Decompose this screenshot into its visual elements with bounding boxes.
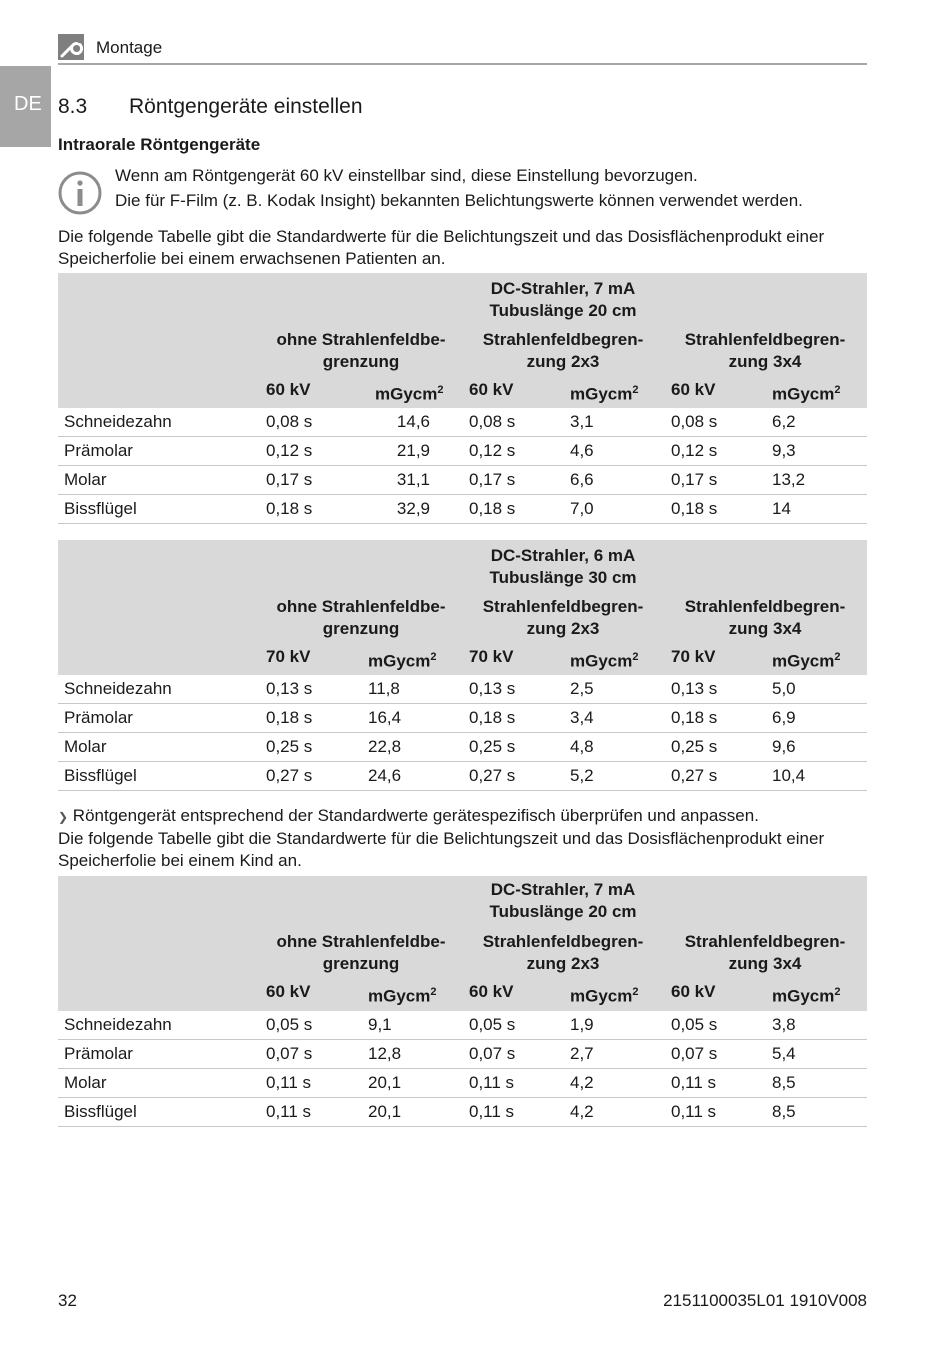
kv-header: 70 kV xyxy=(469,647,514,666)
page-header xyxy=(58,33,867,65)
table-row: Bissflügel 0,27 s 24,6 0,27 s 5,2 0,27 s 10,4 xyxy=(58,762,867,791)
column-group-header: Strahlenfeldbegren- zung 3x4 xyxy=(684,330,846,371)
intro-paragraph-child xyxy=(58,828,868,872)
column-group-header: Strahlenfeldbegren- zung 2x3 xyxy=(482,932,644,973)
instruction-step xyxy=(58,806,759,826)
table-row: Molar 0,17 s 31,1 0,17 s 6,6 0,17 s 13,2 xyxy=(58,466,867,495)
table-title: DC-Strahler, 6 mA Tubuslänge 30 cm xyxy=(489,546,637,587)
kv-header: 60 kV xyxy=(469,982,514,1001)
table-title: DC-Strahler, 7 mA Tubuslänge 20 cm xyxy=(489,279,637,320)
section-number: 8.3 xyxy=(58,95,88,118)
instruction-text: Röntgengerät entsprechend der Standardwerte gerätespezifisch überprüfen und anpassen. xyxy=(72,806,759,825)
kv-header: 60 kV xyxy=(671,982,716,1001)
wrench-icon xyxy=(58,34,84,60)
dose-header: mGycm$^2$ xyxy=(368,986,437,1006)
kv-header: 60 kV xyxy=(266,380,311,399)
dose-header: mGycm$^2$ xyxy=(772,651,841,671)
table-row: Prämolar 0,12 s 21,9 0,12 s 4,6 0,12 s 9,3 xyxy=(58,437,867,466)
dose-header: mGycm$^2$ xyxy=(772,384,841,404)
header-label: Montage xyxy=(96,38,163,57)
table-header xyxy=(58,273,867,408)
paragraph-line: Speicherfolie bei einem erwachsenen Patienten an. xyxy=(58,249,446,268)
subsection-title: Intraorale Röntgengeräte xyxy=(58,135,261,154)
paragraph-line: Die folgende Tabelle gibt die Standardwerte für die Belichtungszeit und das Dosisflächenprodukt einer xyxy=(58,227,825,246)
paragraph-line: Die folgende Tabelle gibt die Standardwerte für die Belichtungszeit und das Dosisflächenprodukt einer xyxy=(58,829,825,848)
kv-header: 60 kV xyxy=(671,380,716,399)
exposure-table-child-60kv xyxy=(58,876,867,1127)
column-group-header: Strahlenfeldbegren- zung 3x4 xyxy=(684,932,846,973)
dose-header: mGycm$^2$ xyxy=(368,651,437,671)
table-header xyxy=(58,876,867,1011)
language-tab xyxy=(0,66,51,147)
dose-header: mGycm$^2$ xyxy=(772,986,841,1006)
kv-header: 60 kV xyxy=(469,380,514,399)
column-group-header: Strahlenfeldbegren- zung 2x3 xyxy=(482,597,644,638)
column-group-header: Strahlenfeldbegren- zung 2x3 xyxy=(482,330,644,371)
table-row: Prämolar 0,07 s 12,8 0,07 s 2,7 0,07 s 5,4 xyxy=(58,1040,867,1069)
column-group-header: ohne Strahlenfeldbe- grenzung xyxy=(276,932,446,973)
dose-header: mGycm$^2$ xyxy=(570,384,639,404)
table-row: Bissflügel 0,18 s 32,9 0,18 s 7,0 0,18 s 14 xyxy=(58,495,867,524)
table-row: Bissflügel 0,11 s 20,1 0,11 s 4,2 0,11 s 8,5 xyxy=(58,1098,867,1127)
table-row: Schneidezahn 0,08 s 14,6 0,08 s 3,1 0,08 s 6,2 xyxy=(58,408,867,437)
column-group-header: ohne Strahlenfeldbe- grenzung xyxy=(276,330,446,371)
page-number: 32 xyxy=(58,1291,77,1310)
table-row: Schneidezahn 0,05 s 9,1 0,05 s 1,9 0,05 s 3,8 xyxy=(58,1011,867,1040)
document-code: 2151100035L01 1910V008 xyxy=(663,1291,867,1310)
language-label: DE xyxy=(14,93,42,115)
kv-header: 70 kV xyxy=(266,647,311,666)
table-title: DC-Strahler, 7 mA Tubuslänge 20 cm xyxy=(489,880,637,921)
table-row: Molar 0,11 s 20,1 0,11 s 4,2 0,11 s 8,5 xyxy=(58,1069,867,1098)
note-line-1: Wenn am Röntgengerät 60 kV einstellbar sind, diese Einstellung bevorzugen. xyxy=(115,166,698,185)
kv-header: 60 kV xyxy=(266,982,311,1001)
section-title: Röntgengeräte einstellen xyxy=(129,95,363,118)
table-header xyxy=(58,540,867,675)
exposure-table-adult-60kv xyxy=(58,273,867,524)
table-row: Molar 0,25 s 22,8 0,25 s 4,8 0,25 s 9,6 xyxy=(58,733,867,762)
table-row: Prämolar 0,18 s 16,4 0,18 s 3,4 0,18 s 6,9 xyxy=(58,704,867,733)
dose-header: mGycm$^2$ xyxy=(375,384,444,404)
column-group-header: ohne Strahlenfeldbe- grenzung xyxy=(276,597,446,638)
note-line-2: Die für F-Film (z. B. Kodak Insight) bekannten Belichtungswerte können verwendet werden. xyxy=(115,191,803,210)
table-row: Schneidezahn 0,13 s 11,8 0,13 s 2,5 0,13 s 5,0 xyxy=(58,675,867,704)
paragraph-line: Speicherfolie bei einem Kind an. xyxy=(58,851,302,870)
exposure-table-adult-70kv xyxy=(58,540,867,791)
intro-paragraph-adult xyxy=(58,226,868,270)
dose-header: mGycm$^2$ xyxy=(570,651,639,671)
info-icon xyxy=(57,170,103,216)
dose-header: mGycm$^2$ xyxy=(570,986,639,1006)
column-group-header: Strahlenfeldbegren- zung 3x4 xyxy=(684,597,846,638)
kv-header: 70 kV xyxy=(671,647,716,666)
chevron-right-icon: ❯ xyxy=(58,810,69,824)
